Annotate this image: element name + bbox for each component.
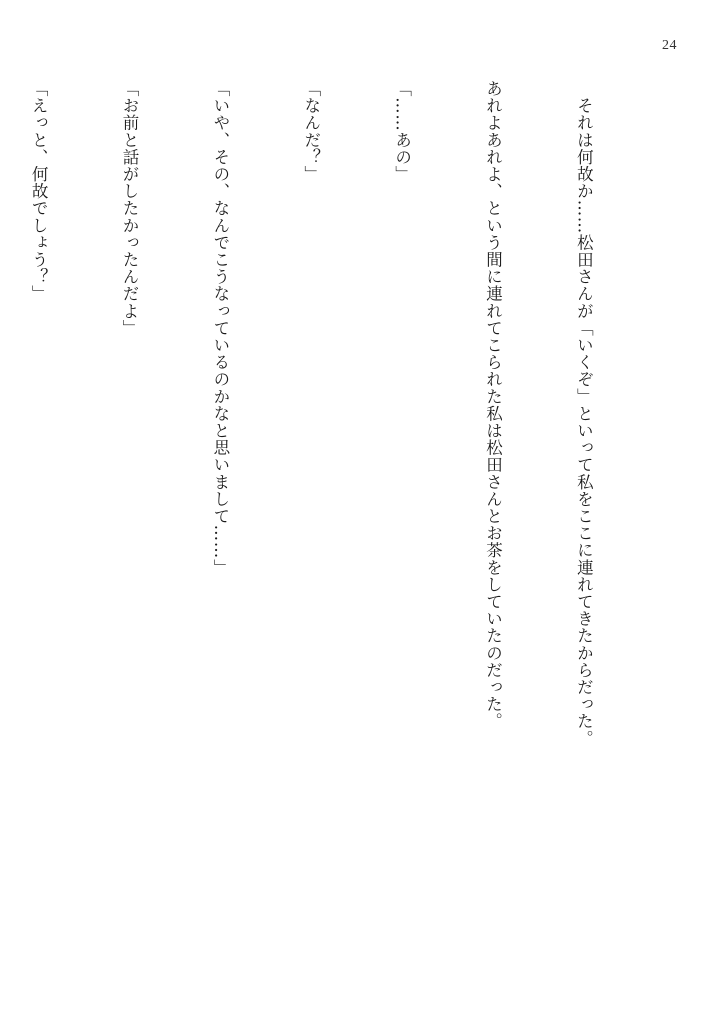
text-line: 「えっと、何故でしょう？」 (29, 80, 49, 303)
text-line: 「いや、その、なんでこうなっているのかなと思いまして……」 (210, 80, 230, 576)
text-line: それは何故か……松田さんが「いくぞ」といって私をここに連れてきたからだった。 (574, 80, 594, 747)
text-line: 「……あの」 (392, 80, 412, 183)
text-line: 「なんだ？」 (301, 80, 321, 183)
page-number: 24 (662, 38, 677, 53)
text-line: 「お前と話がしたかったんだよ」 (119, 80, 139, 337)
vertical-text-block (29, 80, 659, 960)
text-line: あれよあれよ、という間に連れてこられた私は松田さんとお茶をしていたのだった。 (483, 80, 503, 730)
